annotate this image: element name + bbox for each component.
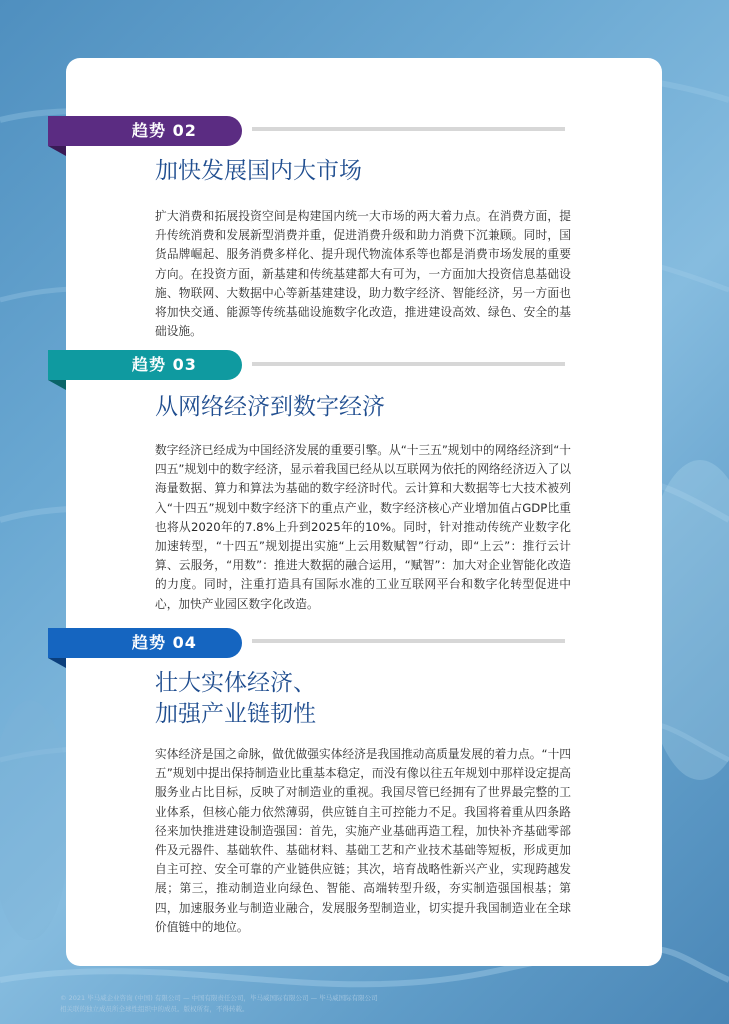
- heading-line: 壮大实体经济、: [155, 670, 316, 696]
- tag-fold-02: [48, 146, 66, 156]
- section-body-04: 实体经济是国之命脉，做优做强实体经济是我国推动高质量发展的着力点。“十四五”规划中提出保持制造业比重基本稳定，而没有像以往五年规划中那样设定提高服务业占比目标，反映了对制造业的重视。我国尽管已经拥有了世界最完整的工业体系，但核心能力依然薄弱，供应链自主可控能力不足。我国将着重从四条路径来加快推进建设制造强国：首先，实施产业基础再造工程，加快补齐基础零部件及元器件、基础软件、基础材料、基础工艺和产业技术基础等短板，形成更加自主可控、安全可靠的产业链供应链；其次，培育战略性新兴产业，实现跨越发展；第三，推动制造业向绿色、智能、高端转型升级，夯实制造强国根基；第四，加速服务业与制造业融合，发展服务型制造业，切实提升我国制造业在全球价值链中的地位。: [155, 747, 571, 934]
- tag-fold-04: [48, 658, 66, 668]
- trend-tag-03: 趋势 03: [48, 350, 242, 380]
- section-rule-04: [252, 639, 565, 643]
- section-rule-02: [252, 127, 565, 131]
- section-body-03: 数字经济已经成为中国经济发展的重要引擎。从“十三五”规划中的网络经济到“十四五”规划中的数字经济，显示着我国已经从以互联网为依托的网络经济迈入了以海量数据、算力和算法为基础的数字经济时代。云计算和大数据等七大技术被列入“十四五”规划中数字经济下的重点产业，数字经济核心产业增加值占GDP比重也将从2020年的7.8%上升到2025年的10%。同时，针对推动传统产业数字化加速转型，“十四五”规划提出实施“上云用数赋智”行动，即“上云”：推行云计算、云服务，“用数”：推进大数据的融合运用，“赋智”：加大对企业智能化改造的力度。同时，注重打造具有国际水准的工业互联网平台和数字化转型促进中心，加快产业园区数字化改造。: [155, 443, 571, 611]
- heading-line: 加强产业链韧性: [155, 701, 316, 727]
- section-body-02: 扩大消费和拓展投资空间是构建国内统一大市场的两大着力点。在消费方面，提升传统消费和发展新型消费并重，促进消费升级和助力消费下沉兼顾。同时，国货品牌崛起、服务消费多样化、提升现代物流体系等也都是消费市场发展的重要方向。在投资方面，新基建和传统基建都大有可为，一方面加大投资信息基础设施、物联网、大数据中心等新基建建设，助力数字经济、智能经济，另一方面也将加快交通、能源等传统基础设施数字化改造，推进建设高效、绿色、安全的基础设施。: [155, 209, 571, 339]
- section-heading-02: 加快发展国内大市场: [155, 158, 362, 184]
- footer-line-1: © 2021 毕马威企业咨询 (中国) 有限公司 — 中国有限责任公司，毕马威国际有限公司 — 毕马威国际有限公司: [60, 994, 378, 1002]
- trend-tag-04: 趋势 04: [48, 628, 242, 658]
- trend-tag-02: 趋势 02: [48, 116, 242, 146]
- section-heading-03: 从网络经济到数字经济: [155, 394, 385, 420]
- section-heading-04: [155, 668, 316, 730]
- section-rule-03: [252, 362, 565, 366]
- tag-fold-03: [48, 380, 66, 390]
- footer-line-2: 相关联的独立成员所全球性组织中的成员。版权所有，不得转载。: [60, 1005, 249, 1013]
